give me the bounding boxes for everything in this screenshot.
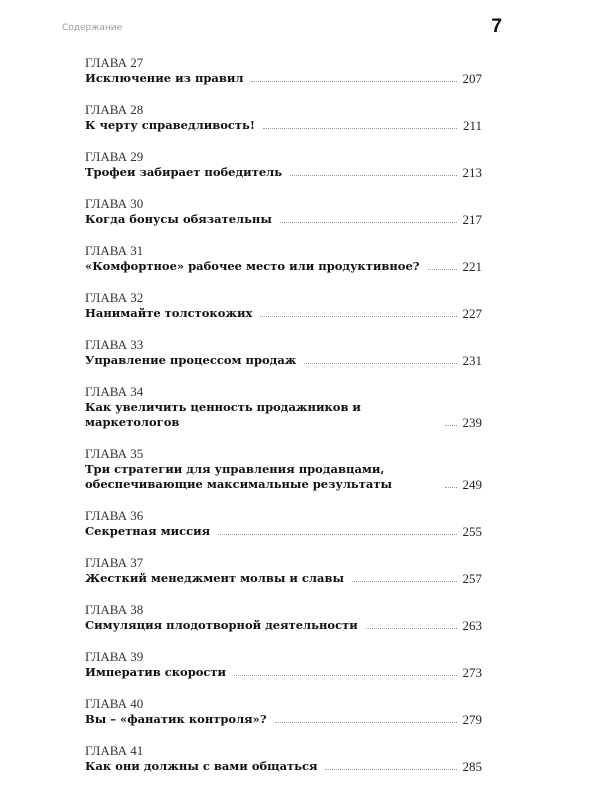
chapter-label: ГЛАВА 33 (85, 337, 144, 352)
page-number: 7 (491, 16, 502, 37)
dot-leader (218, 534, 456, 535)
table-of-contents (85, 56, 482, 791)
toc-entry[interactable] (85, 447, 482, 492)
chapter-page-number: 257 (462, 571, 482, 586)
chapter-title: Когда бонусы обязательны (85, 212, 272, 226)
toc-entry[interactable] (85, 244, 482, 274)
dot-leader (445, 487, 457, 488)
chapter-label: ГЛАВА 37 (85, 555, 144, 570)
chapter-page-number: 221 (462, 259, 482, 274)
chapter-title: Как они должны с вами общаться (85, 759, 318, 773)
dot-leader (251, 81, 456, 82)
dot-leader (290, 175, 456, 176)
chapter-title-row (85, 259, 482, 274)
toc-entry[interactable] (85, 509, 482, 539)
chapter-title-row (85, 165, 482, 180)
chapter-label: ГЛАВА 27 (85, 55, 144, 70)
chapter-title: Управление процессом продаж (85, 353, 297, 367)
chapter-label: ГЛАВА 34 (85, 384, 144, 399)
chapter-title: Жесткий менеджмент молвы и славы (85, 571, 344, 585)
chapter-page-number: 207 (462, 71, 482, 86)
chapter-title-row (85, 618, 482, 633)
chapter-title: Трофеи забирает победитель (85, 165, 283, 179)
dot-leader (260, 316, 456, 317)
chapter-title: Вы – «фанатик контроля»? (85, 712, 267, 726)
chapter-title-row (85, 400, 482, 430)
chapter-label: ГЛАВА 29 (85, 149, 144, 164)
chapter-page-number: 213 (462, 165, 482, 180)
dot-leader (280, 222, 457, 223)
chapter-page-number: 239 (462, 415, 482, 430)
chapter-label: ГЛАВА 31 (85, 243, 144, 258)
chapter-title-row (85, 212, 482, 227)
chapter-page-number: 263 (462, 618, 482, 633)
chapter-title: Три стратегии для управления продавцами, обеспечивающие максимальные результаты (85, 462, 392, 491)
chapter-page-number: 273 (462, 665, 482, 680)
chapter-title: Как увеличить ценность продажников и маркетологов (85, 400, 361, 429)
dot-leader (366, 628, 457, 629)
dot-leader (275, 722, 457, 723)
chapter-label: ГЛАВА 40 (85, 696, 144, 711)
running-head: Содержание (62, 23, 123, 33)
dot-leader (325, 769, 456, 770)
toc-entry[interactable] (85, 56, 482, 86)
toc-entry[interactable] (85, 650, 482, 680)
chapter-title-row (85, 118, 482, 133)
chapter-label: ГЛАВА 38 (85, 602, 144, 617)
toc-entry[interactable] (85, 103, 482, 133)
chapter-page-number: 231 (462, 353, 482, 368)
chapter-page-number: 255 (462, 524, 482, 539)
chapter-title: Секретная миссия (85, 524, 211, 538)
dot-leader (352, 581, 457, 582)
chapter-title-row (85, 665, 482, 680)
chapter-title: «Комфортное» рабочее место или продуктивное? (85, 259, 420, 273)
toc-entry[interactable] (85, 338, 482, 368)
dot-leader (304, 363, 456, 364)
chapter-label: ГЛАВА 35 (85, 446, 144, 461)
dot-leader (445, 425, 457, 426)
toc-entry[interactable] (85, 603, 482, 633)
chapter-label: ГЛАВА 41 (85, 743, 144, 758)
chapter-title-row (85, 353, 482, 368)
chapter-label: ГЛАВА 30 (85, 196, 144, 211)
chapter-label: ГЛАВА 36 (85, 508, 144, 523)
dot-leader (428, 269, 457, 270)
toc-entry[interactable] (85, 697, 482, 727)
chapter-title-row (85, 462, 482, 492)
chapter-title-row (85, 759, 482, 774)
chapter-title-row (85, 306, 482, 321)
chapter-page-number: 285 (462, 759, 482, 774)
dot-leader (234, 675, 456, 676)
chapter-page-number: 211 (462, 118, 482, 133)
chapter-page-number: 217 (462, 212, 482, 227)
chapter-title-row (85, 571, 482, 586)
chapter-page-number: 227 (462, 306, 482, 321)
chapter-title: Императив скорости (85, 665, 227, 679)
toc-entry[interactable] (85, 197, 482, 227)
chapter-title: Исключение из правил (85, 71, 244, 85)
chapter-page-number: 279 (462, 712, 482, 727)
toc-entry[interactable] (85, 556, 482, 586)
toc-entry[interactable] (85, 385, 482, 430)
chapter-title: Симуляция плодотворной деятельности (85, 618, 358, 632)
chapter-title: К черту справедливость! (85, 118, 255, 132)
toc-entry[interactable] (85, 291, 482, 321)
toc-entry[interactable] (85, 744, 482, 774)
chapter-title-row (85, 71, 482, 86)
chapter-label: ГЛАВА 28 (85, 102, 144, 117)
chapter-label: ГЛАВА 39 (85, 649, 144, 664)
chapter-label: ГЛАВА 32 (85, 290, 144, 305)
chapter-page-number: 249 (462, 477, 482, 492)
dot-leader (263, 128, 457, 129)
chapter-title-row (85, 524, 482, 539)
toc-entry[interactable] (85, 150, 482, 180)
chapter-title: Нанимайте толстокожих (85, 306, 253, 320)
chapter-title-row (85, 712, 482, 727)
